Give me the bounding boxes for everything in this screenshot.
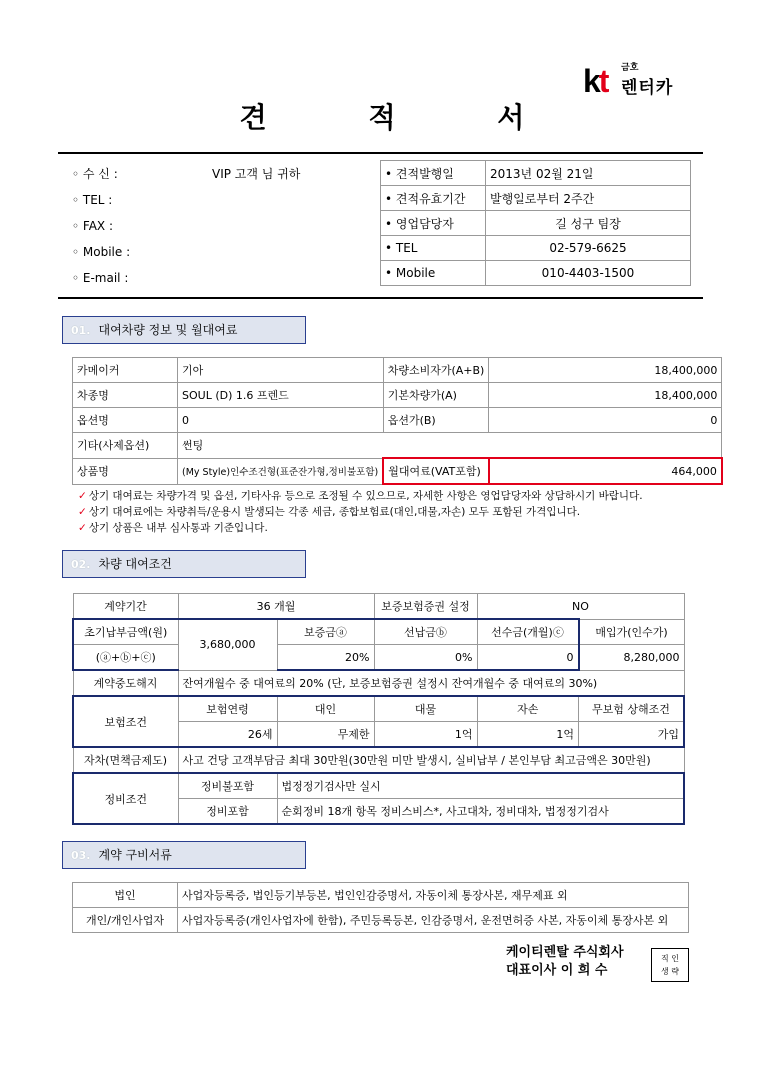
table-row: 보험조건 보험연령 대인 대물 자손 무보험 상해조건 bbox=[73, 696, 684, 722]
fax-row: ◦ FAX : bbox=[72, 219, 113, 233]
note-item: ✓ 상기 대여료에는 차량취득/운용시 발생되는 각종 세금, 종합보험료(대인,대물,자손) 모두 포함된 가격입니다. bbox=[78, 506, 581, 518]
logo-small-text: 금호 bbox=[621, 63, 639, 73]
terms-table bbox=[72, 593, 685, 825]
table-row: 옵션명 0 옵션가(B) 0 bbox=[73, 408, 722, 433]
table-row: • 견적발행일 2013년 02월 21일 bbox=[381, 161, 691, 186]
quote-info-table bbox=[380, 160, 691, 286]
check-icon: ✓ bbox=[78, 506, 87, 518]
company-name: 케이티렌탈 주식회사 bbox=[506, 945, 624, 960]
documents-table bbox=[72, 882, 689, 933]
logo-name: 렌터카 bbox=[621, 78, 674, 98]
notes bbox=[78, 488, 643, 536]
recipient-info bbox=[72, 162, 300, 292]
table-row: • Mobile 010-4403-1500 bbox=[381, 261, 691, 286]
table-row: 26세 무제한 1억 1억 가입 bbox=[73, 722, 684, 748]
ceo-name: 대표이사 이 희 수 bbox=[506, 963, 608, 978]
table-row: 자차(면책금제도) 사고 건당 고객부담금 최대 30만원(30만원 미만 발생시, 실비납부 / 본인부담 최고금액은 30만원) bbox=[73, 747, 684, 773]
table-row: 정비조건 정비불포함 법정정기검사만 실시 bbox=[73, 773, 684, 799]
seal-stamp: 직 인 생 략 bbox=[651, 948, 689, 982]
mobile-row: ◦ Mobile : bbox=[72, 245, 131, 259]
check-icon: ✓ bbox=[78, 522, 87, 534]
table-row: 계약중도해지 잔여개월수 중 대여료의 20% (단, 보증보험증권 설정시 잔여개월수 중 대여료의 30%) bbox=[73, 670, 684, 696]
table-row: 정비포함 순회정비 18개 항목 정비스비스*, 사고대차, 정비대차, 법정정기검사 bbox=[73, 799, 684, 825]
table-row: 기타(사제옵션) 썬팅 bbox=[73, 433, 722, 459]
table-row: 개인/개인사업자 사업자등록증(개인사업자에 한함), 주민등록등본, 인감증명서, 운전면허증 사본, 자동이체 통장사본 외 bbox=[73, 908, 689, 933]
section-header-vehicle: 01. 대여차량 정보 및 월대여료 bbox=[62, 316, 306, 344]
note-item: ✓ 상기 상품은 내부 심사통과 기준입니다. bbox=[78, 522, 268, 534]
vehicle-table bbox=[72, 357, 723, 485]
table-row: 카메이커 기아 차량소비자가(A+B) 18,400,000 bbox=[73, 358, 722, 383]
table-row: 차종명 SOUL (D) 1.6 프렌드 기본차량가(A) 18,400,000 bbox=[73, 383, 722, 408]
table-row: 초기납부금액(원) 3,680,000 보증금ⓐ 선납금ⓑ 선수금(개월)ⓒ 매입가(인수가) bbox=[73, 619, 684, 645]
table-row: 상품명 (My Style)인수조건형(표준잔가형,정비불포함) 월대여료(VAT포함) 464,000 bbox=[73, 458, 722, 484]
company-signature bbox=[506, 944, 624, 980]
recipient-row: ◦ 수 신 : VIP 고객 님 귀하 bbox=[72, 167, 301, 181]
section-header-terms: 02. 차량 대여조건 bbox=[62, 550, 306, 578]
table-row: 계약기간 36 개월 보증보험증권 설정 NO bbox=[73, 594, 684, 620]
header-bottom-rule bbox=[58, 297, 703, 299]
check-icon: ✓ bbox=[78, 490, 87, 502]
table-row: • 견적유효기간 발행일로부터 2주간 bbox=[381, 186, 691, 211]
section-header-documents: 03. 계약 구비서류 bbox=[62, 841, 306, 869]
note-item: ✓ 상기 대여료는 차량가격 및 옵션, 기타사유 등으로 조정될 수 있으므로, 자세한 사항은 영업담당자와 상담하시기 바랍니다. bbox=[78, 490, 643, 502]
email-row: ◦ E-mail : bbox=[72, 271, 129, 285]
table-row: (ⓐ+ⓑ+ⓒ) 20% 0% 0 8,280,000 bbox=[73, 645, 684, 671]
table-row: • TEL 02-579-6625 bbox=[381, 236, 691, 261]
logo-kt: kt bbox=[583, 63, 608, 99]
table-row: • 영업담당자 길 성구 팀장 bbox=[381, 211, 691, 236]
document-title: 견 적 서 bbox=[239, 101, 571, 134]
table-row: 법인 사업자등록증, 법인등기부등본, 법인인감증명서, 자동이체 통장사본, 재무제표 외 bbox=[73, 883, 689, 908]
top-rule bbox=[58, 152, 703, 154]
tel-row: ◦ TEL : bbox=[72, 193, 113, 207]
